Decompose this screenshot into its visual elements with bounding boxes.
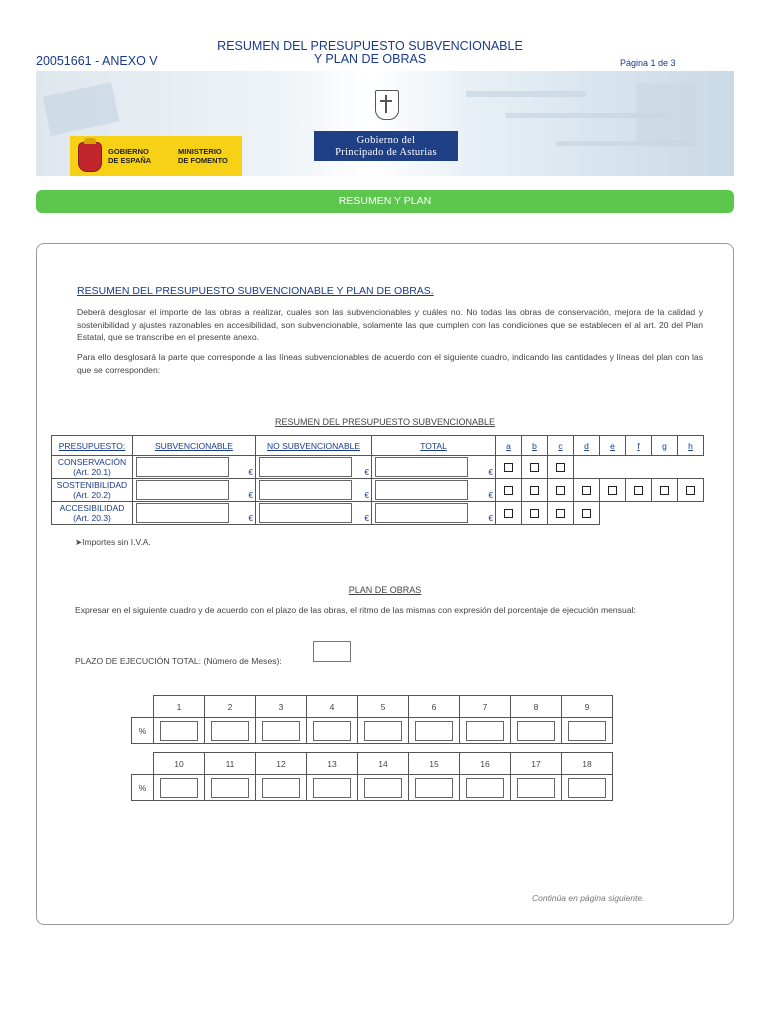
- month-number: 13: [307, 753, 358, 775]
- month-14-percent-input[interactable]: [364, 778, 402, 798]
- header-total: TOTAL: [372, 436, 496, 456]
- circuit-decoration: [636, 83, 696, 143]
- plan-table-months-1-9: [131, 695, 613, 744]
- header-subvencionable: SUBVENCIONABLE: [133, 436, 256, 456]
- month-number: 14: [358, 753, 409, 775]
- row-label: SOSTENIBILIDAD (Art. 20.2): [52, 479, 133, 502]
- euro-symbol: €: [364, 514, 369, 523]
- header-presupuesto: PRESUPUESTO:: [52, 436, 133, 456]
- header-line-a: a: [496, 436, 522, 456]
- month-5-percent-input[interactable]: [364, 721, 402, 741]
- month-number: 4: [307, 696, 358, 718]
- execution-months-label: PLAZO DE EJECUCIÓN TOTAL: (Número de Meses):: [75, 656, 282, 666]
- document-title: [200, 40, 540, 66]
- sostenibilidad-checkbox-d[interactable]: [582, 486, 591, 495]
- ministerio-fomento-logo: [70, 136, 242, 176]
- month-number: 2: [205, 696, 256, 718]
- gobierno-asturias-logo: Gobierno del Principado de Asturias: [314, 131, 458, 161]
- plan-title: PLAN DE OBRAS: [348, 585, 422, 595]
- month-number: 16: [460, 753, 511, 775]
- header-line-d: d: [574, 436, 600, 456]
- continue-note: Continúa en página siguiente.: [532, 893, 645, 903]
- page-number: Página 1 de 3: [620, 58, 676, 68]
- month-number: 8: [511, 696, 562, 718]
- month-2-percent-input[interactable]: [211, 721, 249, 741]
- euro-symbol: €: [248, 491, 253, 500]
- conservacion-checkbox-b[interactable]: [530, 463, 539, 472]
- sostenibilidad-checkbox-g[interactable]: [660, 486, 669, 495]
- month-number: 5: [358, 696, 409, 718]
- conservacion-checkbox-a[interactable]: [504, 463, 513, 472]
- accesibilidad-checkbox-b[interactable]: [530, 509, 539, 518]
- circuit-decoration: [466, 91, 586, 97]
- sostenibilidad-checkbox-e[interactable]: [608, 486, 617, 495]
- intro-paragraph-1: Deberá desglosar el importe de las obras a realizar, cuales son las subvencionables y cuáles no. No todas las obras de conservación, mejora de la calidad y sostenibilidad y ajustes razonables en accesibilidad, son subvencionable, solamente las que cumplen con las condiciones que se establecen el al art. 20 del Plan Estatal, que se transcribe en el presente anexo.: [77, 307, 703, 342]
- header-line-b: b: [522, 436, 548, 456]
- month-number: 6: [409, 696, 460, 718]
- month-11-percent-input[interactable]: [211, 778, 249, 798]
- month-1-percent-input[interactable]: [160, 721, 198, 741]
- execution-months-input[interactable]: [313, 641, 351, 662]
- section-header-bar: RESUMEN Y PLAN: [36, 190, 734, 213]
- budget-table: [51, 435, 704, 525]
- euro-symbol: €: [364, 468, 369, 477]
- month-8-percent-input[interactable]: [517, 721, 555, 741]
- document-code: 20051661 - ANEXO V: [36, 54, 158, 68]
- vat-note: ➤Importes sin I.V.A.: [75, 537, 151, 547]
- percent-row: [132, 718, 613, 744]
- euro-symbol: €: [364, 491, 369, 500]
- spain-coat-of-arms-icon: [78, 142, 102, 172]
- sostenibilidad-subvencionable-input[interactable]: [136, 480, 229, 500]
- month-17-percent-input[interactable]: [517, 778, 555, 798]
- plan-table-months-10-18: [131, 752, 613, 801]
- budget-header-row: [52, 436, 704, 456]
- month-number: 9: [562, 696, 613, 718]
- header-line-c: c: [548, 436, 574, 456]
- euro-symbol: €: [488, 468, 493, 477]
- plan-paragraph: Expresar en el siguiente cuadro y de acuerdo con el plazo de las obras, el ritmo de las mismas con expresión del porcentaje de ejecución mensual:: [75, 605, 636, 615]
- header-line-f: f: [626, 436, 652, 456]
- sostenibilidad-total-input[interactable]: [375, 480, 468, 500]
- euro-symbol: €: [488, 514, 493, 523]
- circuit-decoration: [43, 82, 120, 136]
- accesibilidad-checkbox-a[interactable]: [504, 509, 513, 518]
- arrow-bullet-icon: ➤: [75, 537, 83, 547]
- row-label: ACCESIBILIDAD (Art. 20.3): [52, 502, 133, 525]
- month-number: 12: [256, 753, 307, 775]
- header-line-g: g: [652, 436, 678, 456]
- month-number: 15: [409, 753, 460, 775]
- sostenibilidad-no-subvencionable-input[interactable]: [259, 480, 352, 500]
- budget-row-accesibilidad: [52, 502, 704, 525]
- budget-row-conservacion: [52, 456, 704, 479]
- euro-symbol: €: [248, 468, 253, 477]
- gobierno-espana-label: GOBIERNO DE ESPAÑA: [108, 147, 152, 165]
- sostenibilidad-checkbox-f[interactable]: [634, 486, 643, 495]
- month-10-percent-input[interactable]: [160, 778, 198, 798]
- month-18-percent-input[interactable]: [568, 778, 606, 798]
- sostenibilidad-checkbox-b[interactable]: [530, 486, 539, 495]
- month-12-percent-input[interactable]: [262, 778, 300, 798]
- document-title-line2: Y PLAN DE OBRAS: [313, 52, 427, 66]
- month-number: 7: [460, 696, 511, 718]
- month-number-row: [132, 696, 613, 718]
- month-6-percent-input[interactable]: [415, 721, 453, 741]
- accesibilidad-total-input[interactable]: [375, 503, 468, 523]
- month-number: 17: [511, 753, 562, 775]
- month-number: 10: [154, 753, 205, 775]
- month-9-percent-input[interactable]: [568, 721, 606, 741]
- row-label: CONSERVACIÓN (Art. 20.1): [52, 456, 133, 479]
- header-no-subvencionable: NO SUBVENCIONABLE: [256, 436, 372, 456]
- percent-row: [132, 775, 613, 801]
- month-16-percent-input[interactable]: [466, 778, 504, 798]
- accesibilidad-checkbox-d[interactable]: [582, 509, 591, 518]
- percent-label: %: [132, 718, 154, 744]
- budget-summary-title: RESUMEN DEL PRESUPUESTO SUBVENCIONABLE: [274, 417, 496, 427]
- euro-symbol: €: [488, 491, 493, 500]
- conservacion-checkbox-c[interactable]: [556, 463, 565, 472]
- month-number-row: [132, 753, 613, 775]
- euro-symbol: €: [248, 514, 253, 523]
- sostenibilidad-checkbox-c[interactable]: [556, 486, 565, 495]
- intro-paragraph-2: Para ello desglosará la parte que corresponde a las líneas subvencionables de acuerdo con el siguiente cuadro, indicando las cantidades y líneas del plan con las que se corresponden:: [77, 352, 703, 375]
- sostenibilidad-checkbox-a[interactable]: [504, 486, 513, 495]
- month-number: 1: [154, 696, 205, 718]
- month-number: 18: [562, 753, 613, 775]
- conservacion-no-subvencionable-input[interactable]: [259, 457, 352, 477]
- sostenibilidad-checkbox-h[interactable]: [686, 486, 695, 495]
- month-7-percent-input[interactable]: [466, 721, 504, 741]
- month-13-percent-input[interactable]: [313, 778, 351, 798]
- section-title: RESUMEN DEL PRESUPUESTO SUBVENCIONABLE Y PLAN DE OBRAS.: [77, 285, 434, 297]
- header-line-e: e: [600, 436, 626, 456]
- month-4-percent-input[interactable]: [313, 721, 351, 741]
- header-line-h: h: [678, 436, 704, 456]
- conservacion-total-input[interactable]: [375, 457, 468, 477]
- asturias-coat-of-arms-icon: [375, 90, 399, 120]
- form-panel: [36, 243, 734, 925]
- percent-label: %: [132, 775, 154, 801]
- month-15-percent-input[interactable]: [415, 778, 453, 798]
- accesibilidad-checkbox-c[interactable]: [556, 509, 565, 518]
- accesibilidad-subvencionable-input[interactable]: [136, 503, 229, 523]
- month-number: 3: [256, 696, 307, 718]
- budget-row-sostenibilidad: [52, 479, 704, 502]
- accesibilidad-no-subvencionable-input[interactable]: [259, 503, 352, 523]
- conservacion-subvencionable-input[interactable]: [136, 457, 229, 477]
- ministerio-fomento-label: MINISTERIO DE FOMENTO: [178, 147, 228, 165]
- document-title-line1: RESUMEN DEL PRESUPUESTO SUBVENCIONABLE: [217, 39, 523, 53]
- month-number: 11: [205, 753, 256, 775]
- month-3-percent-input[interactable]: [262, 721, 300, 741]
